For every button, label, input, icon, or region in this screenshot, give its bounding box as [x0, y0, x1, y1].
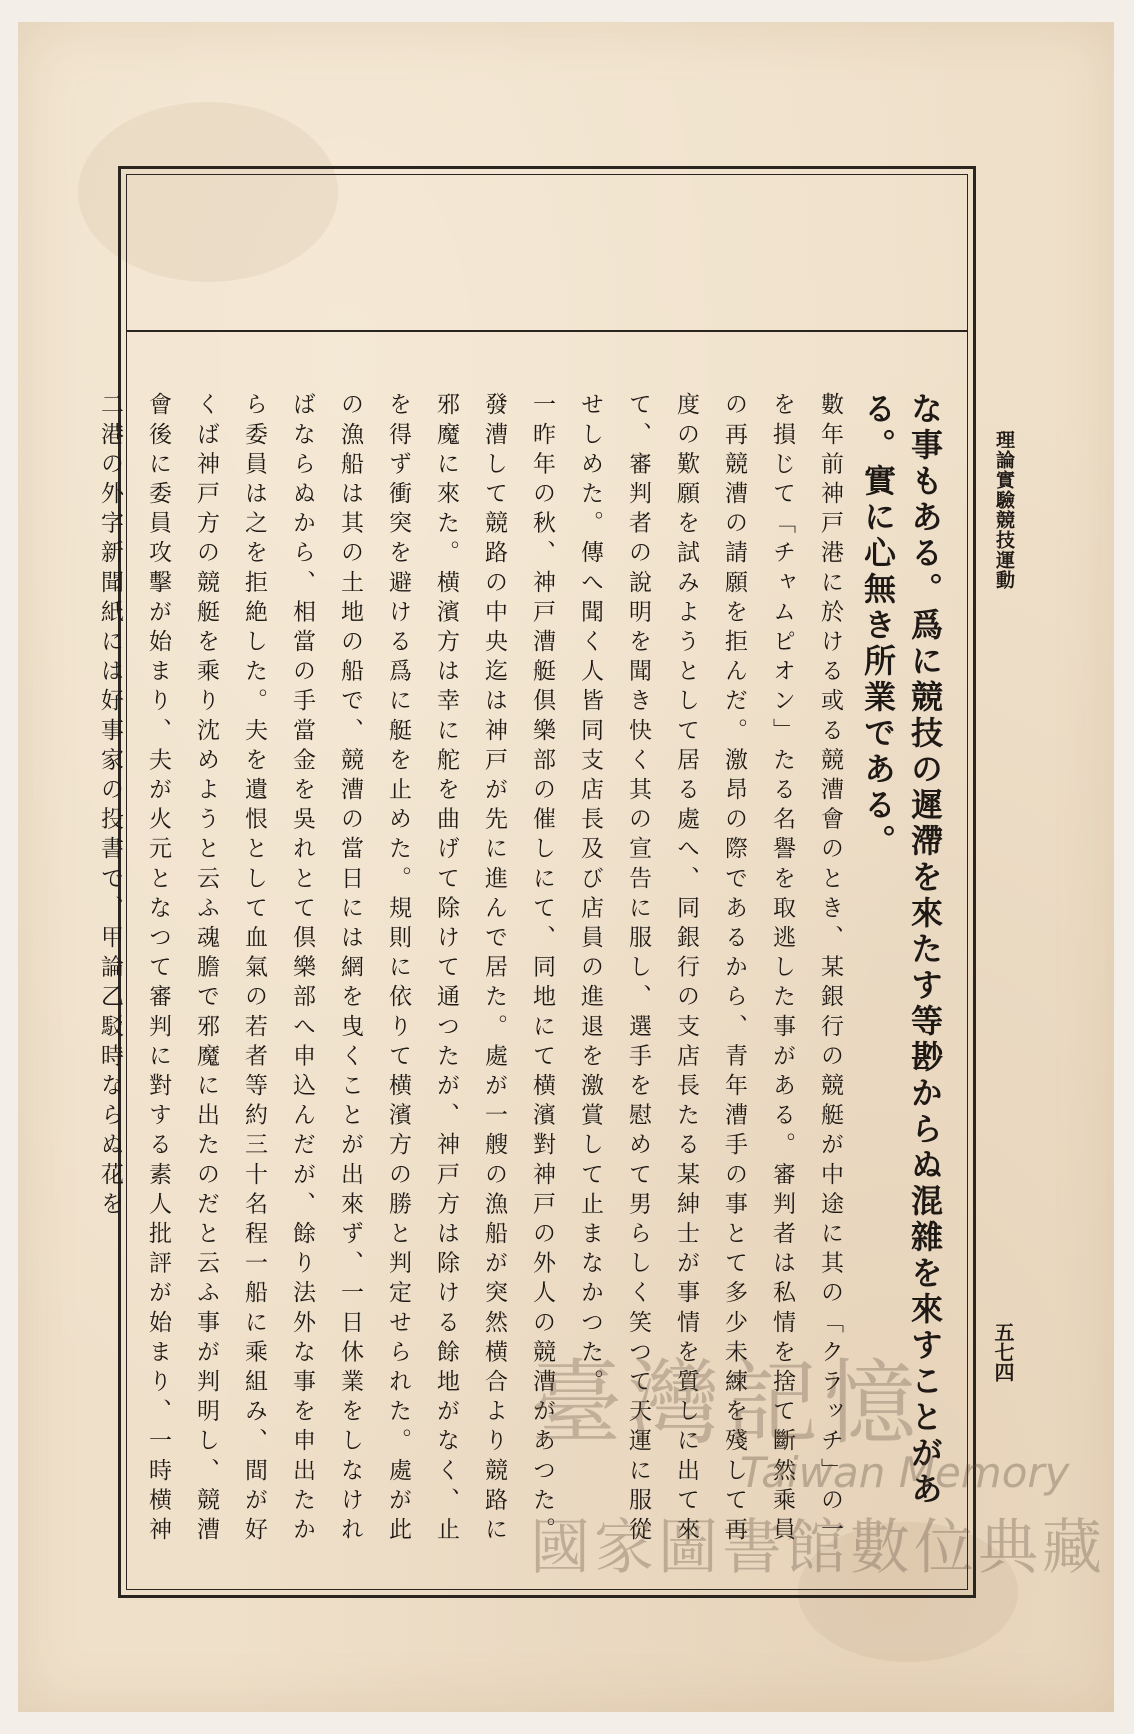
paragraph-continuation: な事もある。爲に競技の遲滯を來たす等尠からぬ混雜を來すことがある。實に心無き所業である。 [859, 392, 944, 1508]
body-text [97, 392, 948, 1562]
paragraph-kobe-yokohama-race: 一昨年の秋、神戸漕艇倶樂部の催しにて、同地にて横濱對神戸の外人の競漕があつた。發漕して競路の中央迄は神戸が先に進んで居た。處が一艘の漁船が突然横合より競路に邪魔に來た。横濱方は幸に舵を曲げて除けて通つたが、神戸方は除ける餘地がなく、止を得ず衝突を避ける爲に艇を止めた。規則に依りて横濱方の勝と判定せられた。處が此の漁船は其の土地の船で、競漕の當日には網を曳くことが出來ず、一日休業をしなければならぬから、相當の手當金を吳れとて倶樂部へ申込んだが、餘り法外な事を申出たから委員は之を拒絶した。夫を遺恨として血氣の若者等約三十名程一船に乘組み、間が好くば神戸方の競艇を乘り沈めようと云ふ魂膽で邪魔に出たのだと云ふ事が判明し、競漕會後に委員攻擊が始まり、夫が火元となつて審判に對する素人批評が始まり、一時横神二港の外字新聞紙には好事家の投書で、甲論乙駁時ならぬ花を [97, 392, 555, 1547]
paragraph-bank-race: 數年前神戸港に於ける或る競漕會のとき、某銀行の競艇が中途に其の「クラッチ」の一を損じて「チャムピオン」たる名譽を取逃した事がある。審判者は私情を捨て斷然乘員の再競漕の請願を拒んだ。激昂の際であるから、青年漕手の事とて多少未練を殘して再度の歎願を試みようとして居る處へ、同銀行の支店長たる某紳士が事情を質しに出て來て、審判者の說明を聞き快く其の宣告に服し、選手を慰めて男らしく笑つて天運に服從せしめた。傳へ聞く人皆同支店長及び店員の進退を激賞して止まなかつた。 [577, 392, 843, 1547]
running-head: 理論實驗競技運動 [993, 430, 1015, 590]
header-rule [126, 330, 968, 332]
watermark-brand-cn: 臺灣記憶 [530, 1350, 923, 1457]
watermark-library: 國家圖書館數位典藏 [530, 1513, 1106, 1583]
watermark-brand-en: Taiwan Memory [740, 1448, 1070, 1497]
page-number: 五七四 [991, 1322, 1015, 1382]
